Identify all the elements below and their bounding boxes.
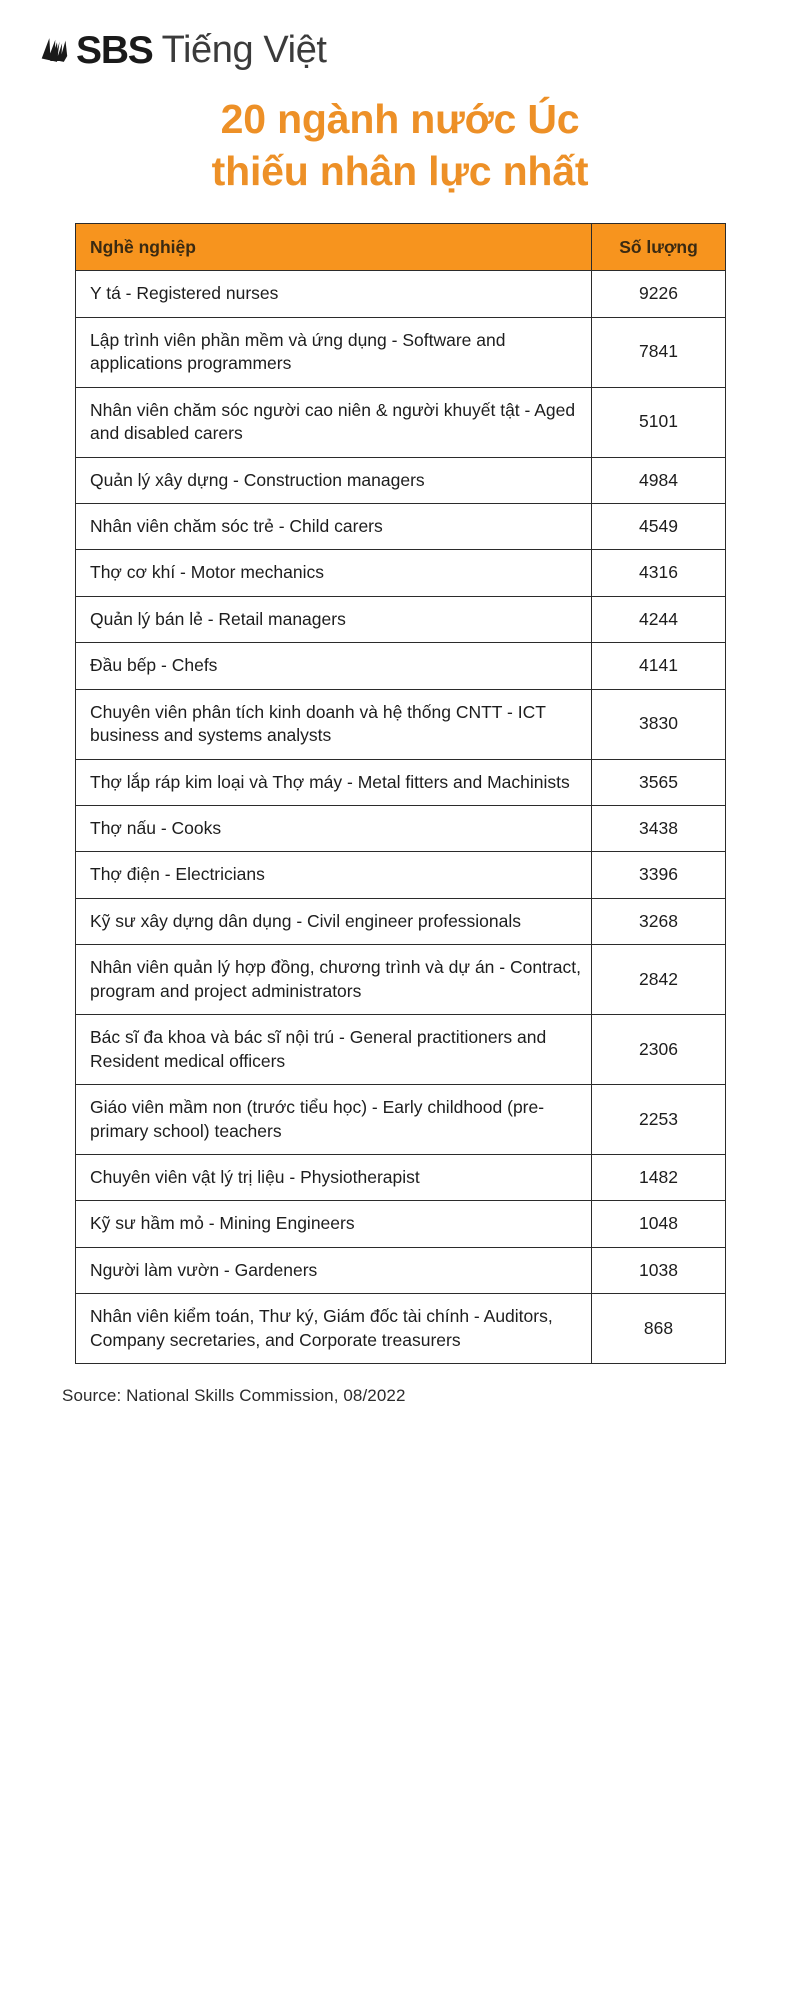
cell-quantity: 868 <box>592 1294 726 1364</box>
cell-quantity: 4141 <box>592 643 726 689</box>
table-row <box>76 457 726 503</box>
sbs-service-name: Tiếng Việt <box>161 29 327 71</box>
table-row <box>76 1085 726 1155</box>
table-row <box>76 945 726 1015</box>
source-note: Source: National Skills Commission, 08/2022 <box>62 1386 406 1406</box>
table-row <box>76 852 726 898</box>
sbs-burst-icon <box>40 33 74 67</box>
sbs-logo-text: SBS <box>76 28 153 72</box>
cell-quantity: 3396 <box>592 852 726 898</box>
column-header-occupation: Nghề nghiệp <box>76 224 592 271</box>
table-row <box>76 1247 726 1293</box>
cell-occupation: Thợ lắp ráp kim loại và Thợ máy - Metal fitters and Machinists <box>76 759 592 805</box>
cell-occupation: Nhân viên quản lý hợp đồng, chương trình và dự án - Contract, program and project administrators <box>76 945 592 1015</box>
table-row <box>76 689 726 759</box>
cell-occupation: Y tá - Registered nurses <box>76 271 592 317</box>
table-row <box>76 1201 726 1247</box>
cell-quantity: 2842 <box>592 945 726 1015</box>
page-title <box>0 94 800 197</box>
table-row <box>76 387 726 457</box>
cell-quantity: 2306 <box>592 1015 726 1085</box>
column-header-quantity: Số lượng <box>592 224 726 271</box>
table-row <box>76 1154 726 1200</box>
cell-quantity: 1038 <box>592 1247 726 1293</box>
cell-occupation: Thợ nấu - Cooks <box>76 806 592 852</box>
cell-occupation: Đầu bếp - Chefs <box>76 643 592 689</box>
cell-occupation: Thợ cơ khí - Motor mechanics <box>76 550 592 596</box>
cell-occupation: Người làm vườn - Gardeners <box>76 1247 592 1293</box>
cell-occupation: Nhân viên kiểm toán, Thư ký, Giám đốc tài chính - Auditors, Company secretaries, and Corporate treasurers <box>76 1294 592 1364</box>
cell-quantity: 2253 <box>592 1085 726 1155</box>
cell-occupation: Nhân viên chăm sóc người cao niên & người khuyết tật - Aged and disabled carers <box>76 387 592 457</box>
jobs-table-wrapper <box>75 223 725 1364</box>
cell-occupation: Kỹ sư hầm mỏ - Mining Engineers <box>76 1201 592 1247</box>
cell-quantity: 4549 <box>592 503 726 549</box>
cell-quantity: 4316 <box>592 550 726 596</box>
cell-quantity: 1048 <box>592 1201 726 1247</box>
cell-occupation: Bác sĩ đa khoa và bác sĩ nội trú - General practitioners and Resident medical officers <box>76 1015 592 1085</box>
cell-occupation: Giáo viên mầm non (trước tiểu học) - Early childhood (pre-primary school) teachers <box>76 1085 592 1155</box>
table-row <box>76 271 726 317</box>
cell-quantity: 4244 <box>592 596 726 642</box>
table-header <box>76 224 726 271</box>
jobs-table <box>75 223 726 1364</box>
cell-occupation: Chuyên viên phân tích kinh doanh và hệ thống CNTT - ICT business and systems analysts <box>76 689 592 759</box>
cell-quantity: 5101 <box>592 387 726 457</box>
table-row <box>76 759 726 805</box>
table-row <box>76 643 726 689</box>
table-row <box>76 503 726 549</box>
cell-quantity: 1482 <box>592 1154 726 1200</box>
table-body <box>76 271 726 1364</box>
cell-quantity: 9226 <box>592 271 726 317</box>
cell-quantity: 3830 <box>592 689 726 759</box>
table-row <box>76 806 726 852</box>
cell-quantity: 3438 <box>592 806 726 852</box>
masthead <box>0 0 800 72</box>
cell-occupation: Nhân viên chăm sóc trẻ - Child carers <box>76 503 592 549</box>
table-row <box>76 1015 726 1085</box>
cell-occupation: Kỹ sư xây dựng dân dụng - Civil engineer professionals <box>76 898 592 944</box>
cell-quantity: 7841 <box>592 317 726 387</box>
table-row <box>76 550 726 596</box>
table-header-row <box>76 224 726 271</box>
cell-occupation: Lập trình viên phần mềm và ứng dụng - Software and applications programmers <box>76 317 592 387</box>
cell-quantity: 3268 <box>592 898 726 944</box>
cell-quantity: 4984 <box>592 457 726 503</box>
cell-occupation: Thợ điện - Electricians <box>76 852 592 898</box>
table-row <box>76 898 726 944</box>
table-row <box>76 317 726 387</box>
cell-occupation: Chuyên viên vật lý trị liệu - Physiotherapist <box>76 1154 592 1200</box>
table-row <box>76 1294 726 1364</box>
table-row <box>76 596 726 642</box>
title-line-1: 20 ngành nước Úc <box>220 96 580 142</box>
title-line-2: thiếu nhân lực nhất <box>211 147 589 194</box>
cell-quantity: 3565 <box>592 759 726 805</box>
cell-occupation: Quản lý xây dựng - Construction managers <box>76 457 592 503</box>
cell-occupation: Quản lý bán lẻ - Retail managers <box>76 596 592 642</box>
